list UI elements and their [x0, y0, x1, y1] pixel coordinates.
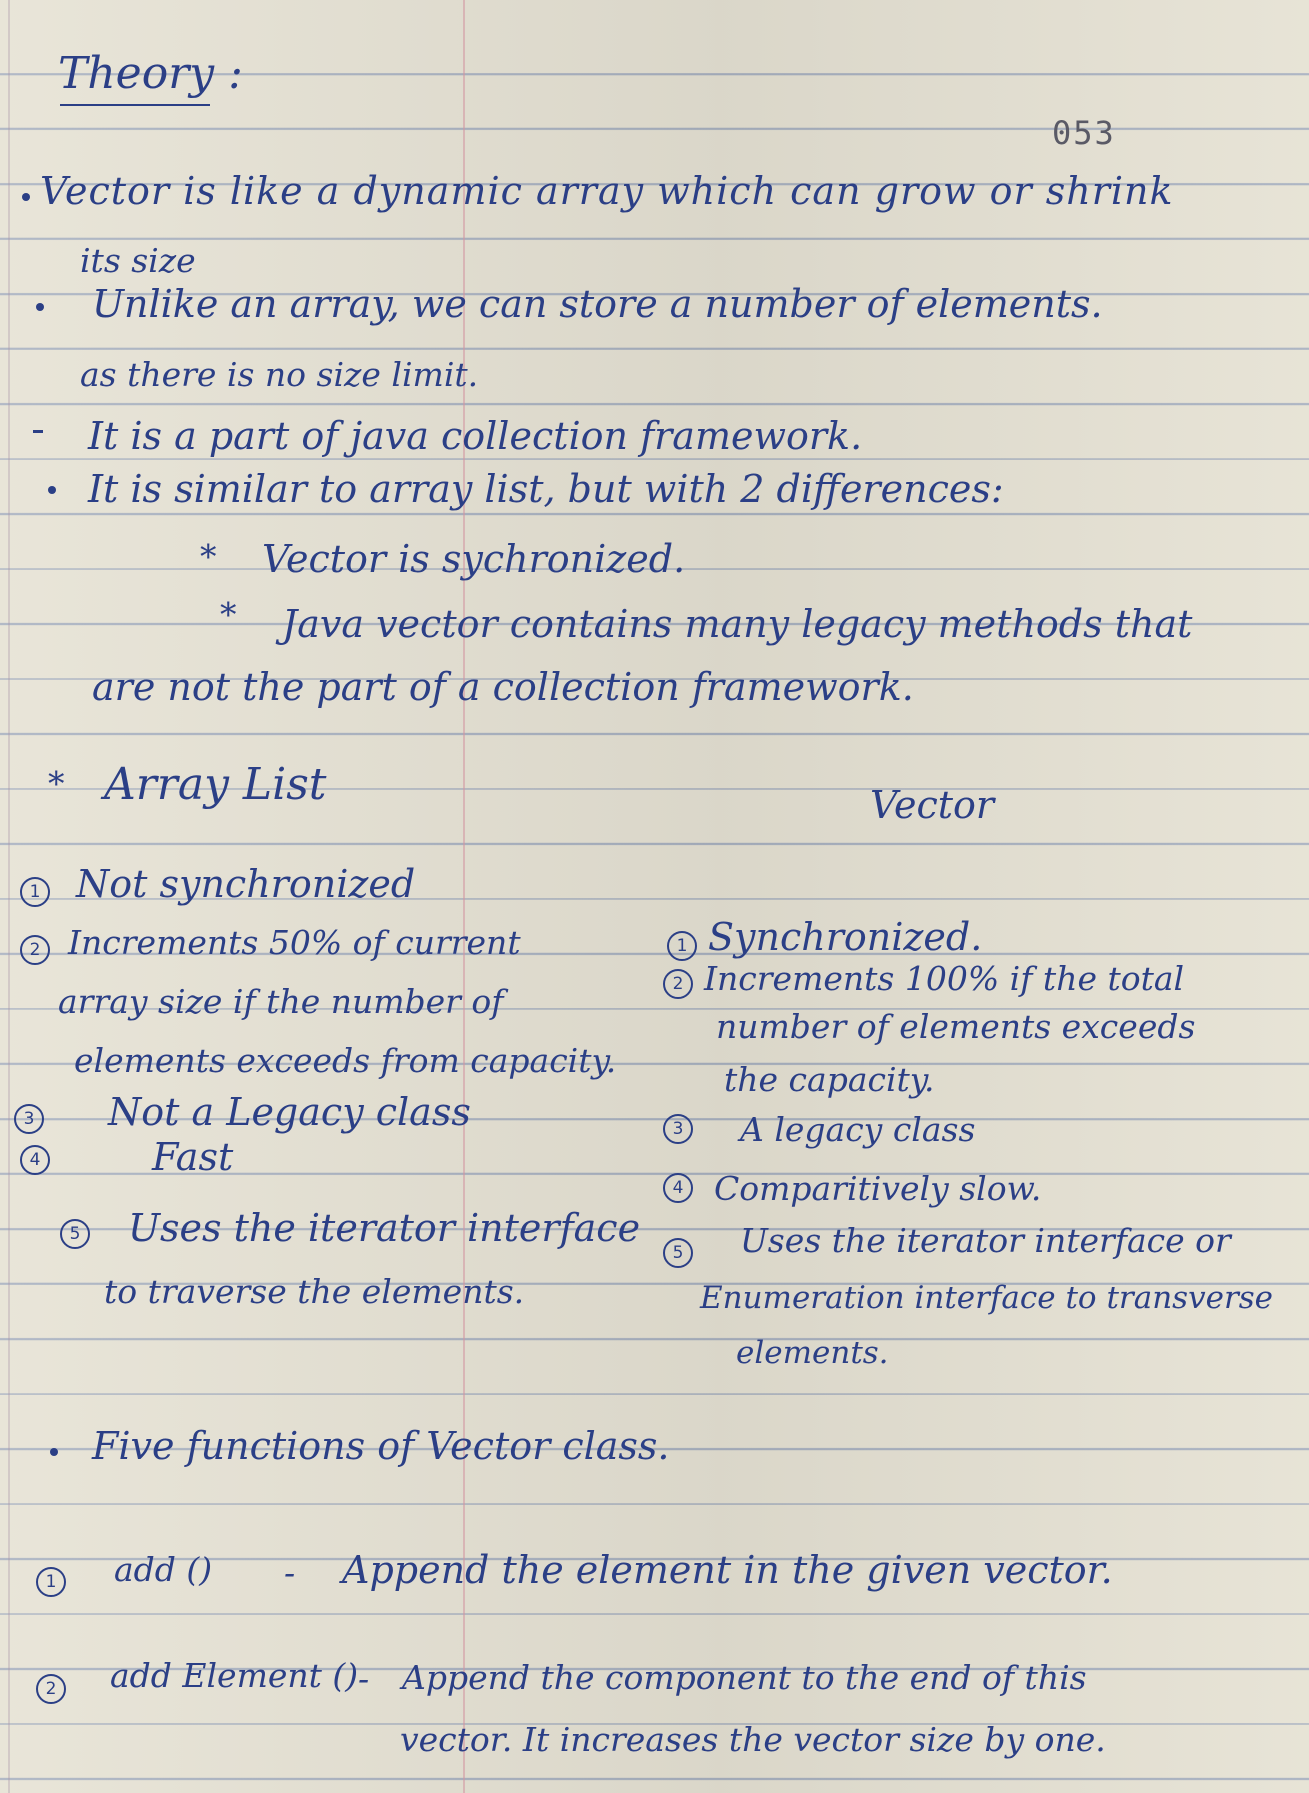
- function-2-desc: Append the component to the end of this: [402, 1658, 1087, 1697]
- arraylist-item-3: Not a Legacy class: [108, 1090, 471, 1134]
- functions-heading: Five functions of Vector class.: [92, 1424, 670, 1468]
- point-4: It is similar to array list, but with 2 differences:: [88, 467, 1004, 511]
- star-icon: *: [200, 537, 217, 576]
- vector-item-2-line-3: the capacity.: [724, 1060, 935, 1099]
- arraylist-item-4: Fast: [152, 1135, 234, 1179]
- function-2-separator: -: [358, 1659, 370, 1698]
- number-1-icon: 1: [36, 1567, 66, 1597]
- function-2-name: add Element (): [110, 1656, 359, 1695]
- number-5-icon: 5: [60, 1219, 90, 1249]
- function-1-desc: Append the element in the given vector.: [342, 1548, 1113, 1592]
- bullet-icon: [36, 303, 44, 311]
- margin-line: [463, 0, 465, 1793]
- page-heading: Theory :: [58, 48, 243, 99]
- point-2: Unlike an array, we can store a number of elements.: [92, 282, 1103, 326]
- number-2-icon: 2: [36, 1674, 66, 1704]
- arraylist-item-2-line-3: elements exceeds from capacity.: [74, 1041, 617, 1080]
- arraylist-item-5-line-2: to traverse the elements.: [104, 1272, 525, 1311]
- number-4-icon: 4: [663, 1173, 693, 1203]
- point-3: It is a part of java collection framework.: [88, 414, 863, 458]
- arraylist-item-5: Uses the iterator interface: [128, 1206, 641, 1250]
- vector-item-5-line-2: Enumeration interface to transverse: [700, 1280, 1274, 1316]
- number-5-icon: 5: [663, 1238, 693, 1268]
- point-1-cont: its size: [80, 241, 196, 280]
- number-2-icon: 2: [663, 969, 693, 999]
- vector-title: Vector: [870, 783, 995, 827]
- number-3-icon: 3: [663, 1114, 693, 1144]
- point-2-cont: as there is no size limit.: [80, 355, 479, 394]
- vector-item-3: A legacy class: [740, 1110, 976, 1149]
- arraylist-item-2-line-2: array size if the number of: [58, 982, 504, 1021]
- star-icon: *: [48, 764, 65, 803]
- left-edge-line: [8, 0, 10, 1793]
- difference-1: Vector is sychronized.: [262, 537, 686, 581]
- bullet-icon: [50, 1448, 58, 1456]
- arraylist-item-1: Not synchronized: [76, 862, 416, 906]
- vector-item-4: Comparitively slow.: [714, 1169, 1042, 1208]
- difference-2: Java vector contains many legacy methods that: [282, 602, 1193, 646]
- number-3-icon: 3: [14, 1104, 44, 1134]
- vector-item-5-line-3: elements.: [736, 1335, 889, 1371]
- dash-icon: [33, 430, 43, 433]
- arraylist-title: Array List: [104, 759, 327, 810]
- arraylist-item-2: Increments 50% of current: [68, 923, 521, 962]
- vector-item-1: Synchronized.: [708, 915, 983, 959]
- star-icon: *: [220, 595, 237, 634]
- function-1-name: add (): [114, 1550, 213, 1589]
- bullet-icon: [48, 486, 56, 494]
- function-1-separator: -: [284, 1553, 296, 1592]
- number-1-icon: 1: [20, 877, 50, 907]
- number-4-icon: 4: [20, 1145, 50, 1175]
- page-number: 053: [1052, 114, 1116, 152]
- point-1: Vector is like a dynamic array which can grow or shrink: [40, 169, 1174, 213]
- vector-item-5: Uses the iterator interface or: [740, 1221, 1231, 1260]
- difference-2-cont: are not the part of a collection framework.: [92, 665, 914, 709]
- number-2-icon: 2: [20, 935, 50, 965]
- vector-item-2-line-2: number of elements exceeds: [716, 1007, 1196, 1046]
- function-2-desc-line-2: vector. It increases the vector size by one.: [400, 1720, 1106, 1759]
- heading-underline: [60, 104, 210, 106]
- bullet-icon: [22, 193, 30, 201]
- vector-item-2: Increments 100% if the total: [704, 959, 1185, 998]
- number-1-icon: 1: [667, 931, 697, 961]
